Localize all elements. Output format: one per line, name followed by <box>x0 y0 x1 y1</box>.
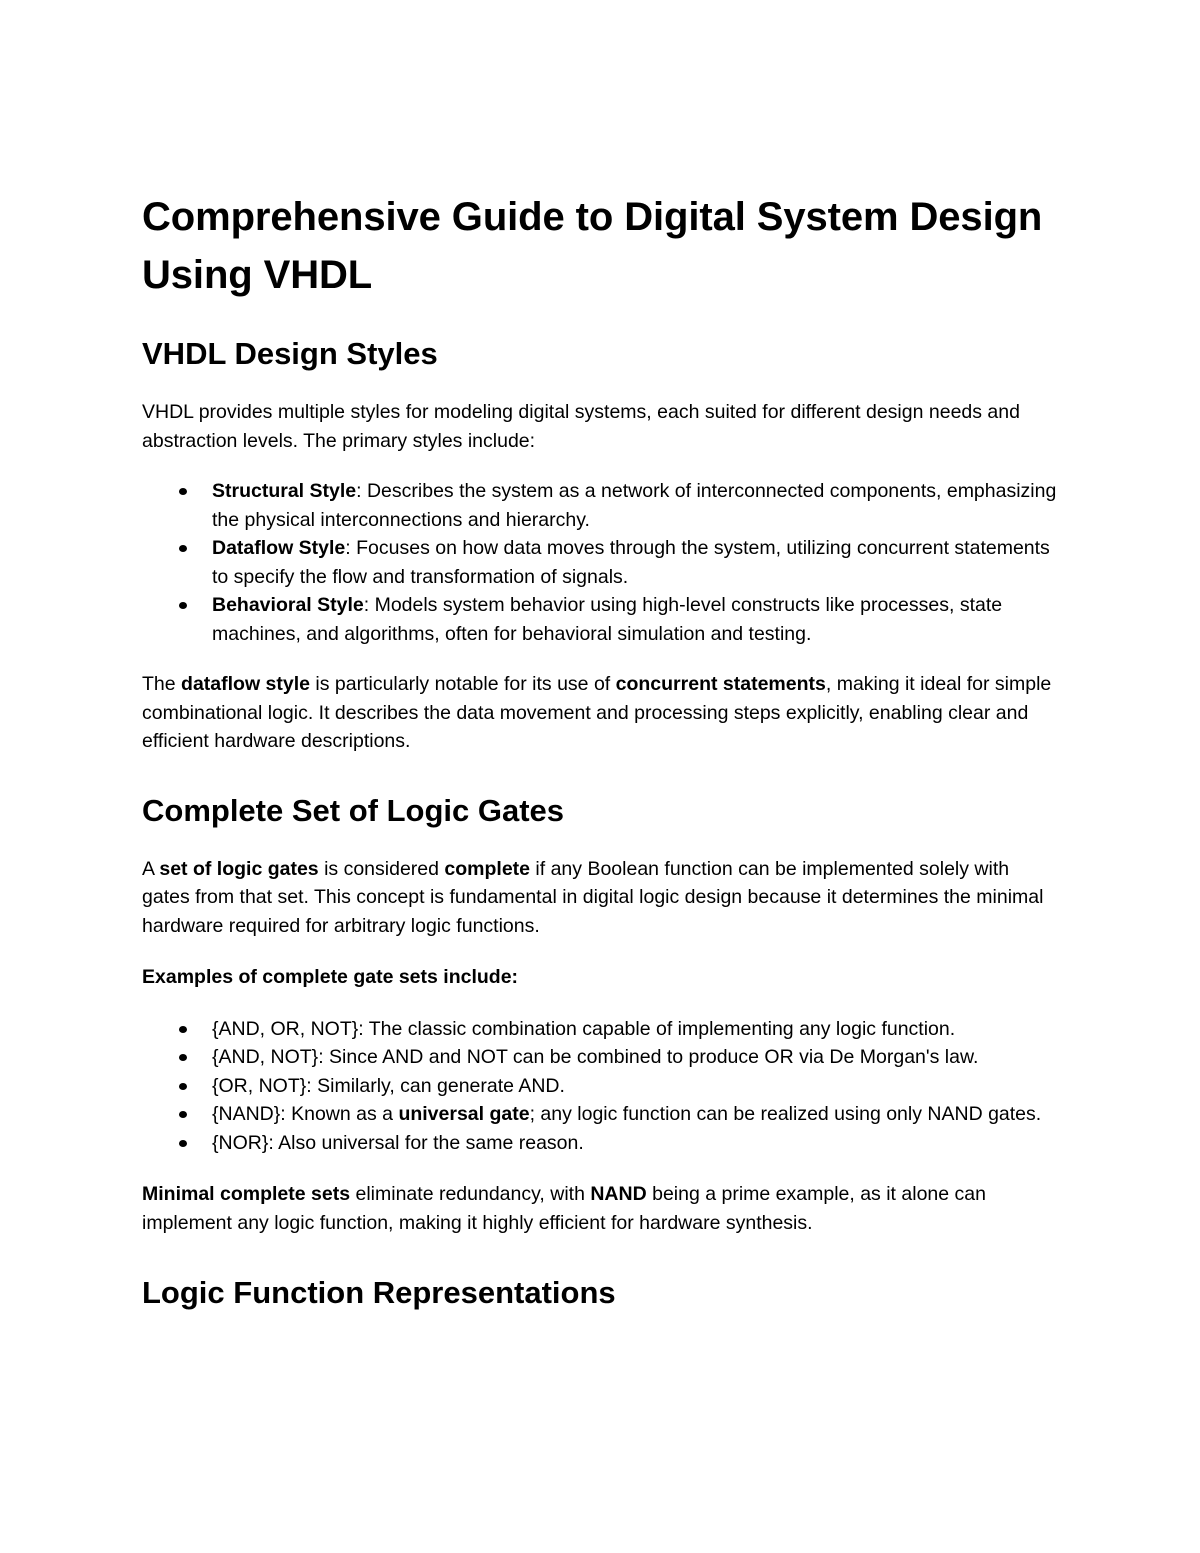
list-item <box>212 1129 1062 1158</box>
bullet-icon <box>179 545 187 552</box>
section-heading-design-styles: VHDL Design Styles <box>142 336 438 371</box>
text-run: is considered <box>318 857 445 880</box>
design-styles-list <box>142 477 1062 648</box>
bullet-icon <box>179 1083 187 1090</box>
list-item <box>212 1100 1062 1129</box>
document-page <box>142 188 1062 1313</box>
list-item-text: ; any logic function can be realized using only NAND gates. <box>529 1103 1042 1125</box>
bold-term: Minimal complete sets <box>142 1183 351 1205</box>
logic-gates-intro <box>142 855 1062 941</box>
text-run: eliminate redundancy, with <box>350 1183 591 1205</box>
section-heading-logic-representations: Logic Function Representations <box>142 1275 616 1310</box>
text-run: being a prime example, as it alone can implement any logic function, making it highly efficient for hardware synthesis. <box>142 1183 986 1234</box>
bold-term: Examples of complete gate sets include: <box>142 966 519 988</box>
list-item-term: Structural Style <box>212 480 357 502</box>
gate-sets-list <box>142 1015 1062 1158</box>
list-item-text: {NOR}: Also universal for the same reason. <box>212 1131 584 1154</box>
design-styles-intro: VHDL provides multiple styles for modeling digital systems, each suited for different design needs and abstraction levels. The primary styles include: <box>142 401 1020 452</box>
list-item-text: {NAND}: Known as a <box>212 1103 399 1125</box>
text-run: is particularly notable for its use of <box>309 673 616 695</box>
bold-term: dataflow style <box>181 673 310 695</box>
bold-term: complete <box>444 857 530 880</box>
list-item-term: Behavioral Style <box>212 594 364 616</box>
list-item <box>212 1015 1062 1044</box>
text-run: The <box>142 673 182 695</box>
bold-term: universal gate <box>398 1103 530 1125</box>
bold-term: NAND <box>590 1183 647 1205</box>
list-item-text: {AND, NOT}: Since AND and NOT can be combined to produce OR via De Morgan's law. <box>212 1046 979 1068</box>
list-item <box>212 1043 1062 1072</box>
bullet-icon <box>179 602 187 609</box>
examples-label <box>142 963 1062 992</box>
list-item <box>212 1072 1062 1101</box>
text-run: A <box>142 857 160 880</box>
list-item-term: Dataflow Style <box>212 537 346 559</box>
document-title: Comprehensive Guide to Digital System Design Using VHDL <box>142 195 1043 297</box>
minimal-sets-paragraph <box>142 1180 1062 1237</box>
bullet-icon <box>179 1111 187 1118</box>
bullet-icon <box>179 1054 187 1061</box>
list-item <box>212 534 1062 591</box>
text-run: , making it ideal for simple combinational logic. It describes the data movement and processing steps explicitly, enabling clear and efficient hardware descriptions. <box>142 673 1052 752</box>
dataflow-note-paragraph <box>142 670 1062 756</box>
list-item-text: : Describes the system as a network of interconnected components, emphasizing the physical interconnections and hierarchy. <box>212 480 1057 531</box>
list-item <box>212 477 1062 534</box>
bold-term: concurrent statements <box>615 673 826 695</box>
list-item-text: {AND, OR, NOT}: The classic combination capable of implementing any logic function. <box>212 1017 956 1040</box>
text-run: if any Boolean function can be implemented solely with gates from that set. This concept is fundamental in digital logic design because it determines the minimal hardware required for arbitrary logic functions. <box>142 857 1044 937</box>
bullet-icon <box>179 1026 187 1033</box>
bullet-icon <box>179 488 187 495</box>
list-item-text: {OR, NOT}: Similarly, can generate AND. <box>212 1074 565 1097</box>
list-item-text: : Focuses on how data moves through the system, utilizing concurrent statements to specify the flow and transformation of signals. <box>212 537 1050 588</box>
bullet-icon <box>179 1140 187 1147</box>
list-item <box>212 591 1062 648</box>
list-item-text: : Models system behavior using high-level constructs like processes, state machines, and algorithms, often for behavioral simulation and testing. <box>212 594 1003 645</box>
section-heading-logic-gates: Complete Set of Logic Gates <box>142 792 565 828</box>
bold-term: set of logic gates <box>159 857 319 880</box>
